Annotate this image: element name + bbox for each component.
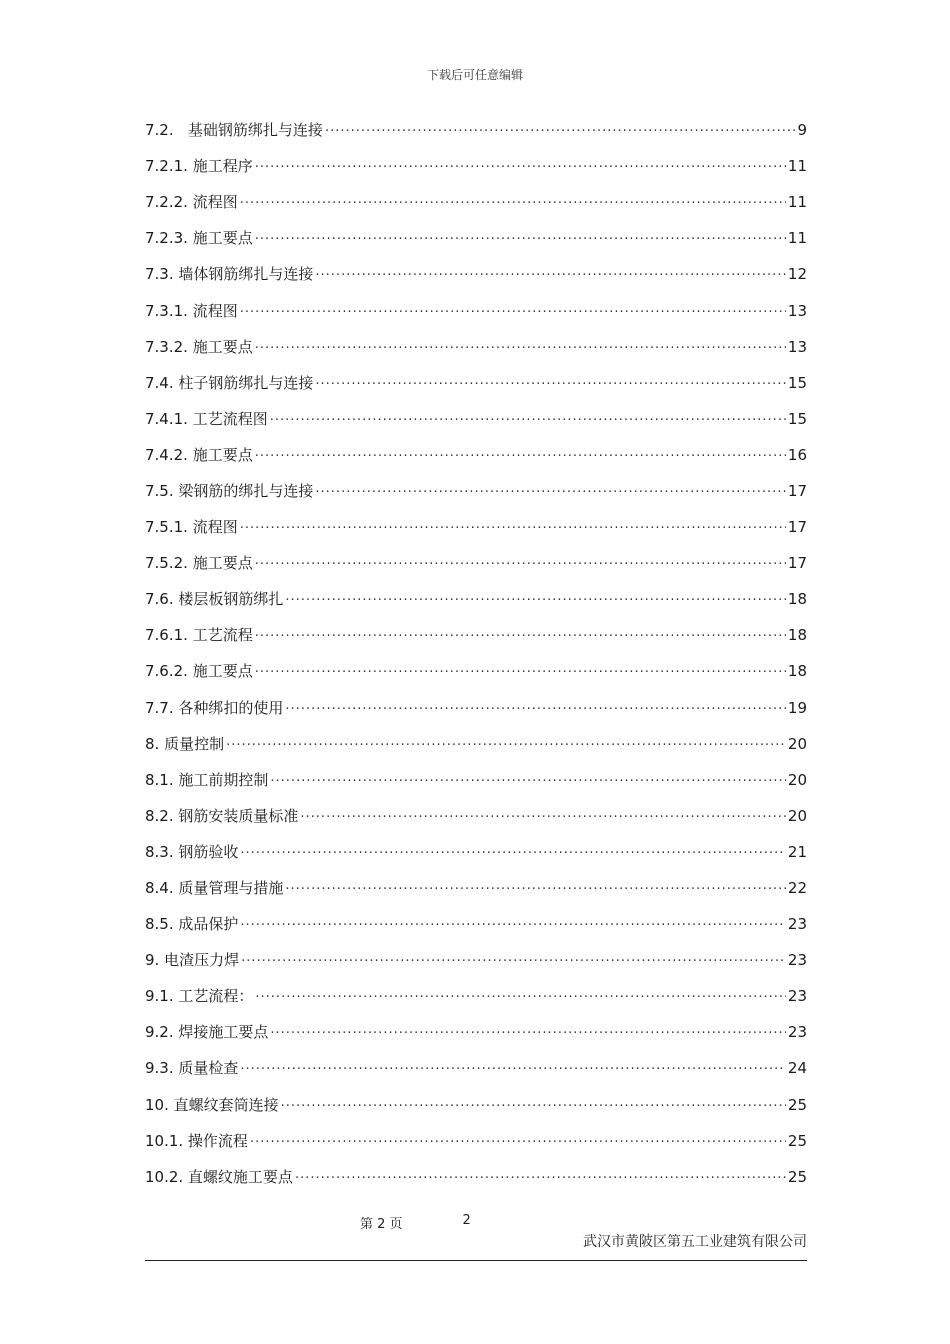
toc-entry-title: 7.5.2. 施工要点 [145, 554, 253, 573]
toc-entry-page-number: 25 [787, 1167, 807, 1186]
toc-entry-page-number: 25 [787, 1095, 807, 1114]
toc-entry-page-number: 18 [787, 590, 807, 609]
toc-entry-page-number: 12 [787, 265, 807, 284]
toc-dot-leader [240, 1058, 786, 1078]
toc-entry[interactable] [145, 437, 807, 473]
toc-entry[interactable] [145, 1123, 807, 1159]
toc-entry-page-number: 11 [787, 193, 807, 212]
toc-entry-page-number: 25 [787, 1131, 807, 1150]
toc-entry-page-number: 19 [787, 698, 807, 717]
toc-entry-page-number: 21 [787, 842, 807, 861]
toc-dot-leader [255, 986, 786, 1006]
toc-entry[interactable] [145, 726, 807, 762]
toc-dot-leader [255, 661, 786, 681]
toc-entry-page-number: 18 [787, 626, 807, 645]
toc-dot-leader [325, 120, 796, 140]
toc-dot-leader [270, 409, 786, 429]
table-of-contents [145, 112, 807, 1195]
toc-dot-leader [240, 842, 786, 862]
toc-entry-page-number: 18 [787, 662, 807, 681]
toc-entry[interactable] [145, 329, 807, 365]
toc-entry-title: 8. 质量控制 [145, 734, 225, 753]
toc-dot-leader [240, 517, 786, 537]
toc-dot-leader [285, 878, 786, 898]
toc-entry-title: 7.2. 基础钢筋绑扎与连接 [145, 121, 323, 140]
toc-entry-page-number: 15 [787, 409, 807, 428]
toc-entry[interactable] [145, 148, 807, 184]
toc-dot-leader [315, 481, 786, 501]
toc-dot-leader [285, 698, 786, 718]
toc-dot-leader [226, 734, 786, 754]
toc-dot-leader [241, 950, 786, 970]
toc-entry[interactable] [145, 653, 807, 689]
toc-entry-title: 7.4.1. 工艺流程图 [145, 409, 268, 428]
toc-dot-leader [240, 192, 786, 212]
toc-dot-leader [255, 553, 786, 573]
toc-entry-page-number: 23 [787, 1023, 807, 1042]
toc-entry-title: 9.3. 质量检查 [145, 1059, 239, 1078]
toc-entry-title: 7.6. 楼层板钢筋绑扎 [145, 590, 284, 609]
footer-page-number: 2 [462, 1213, 471, 1228]
toc-entry[interactable] [145, 292, 807, 328]
toc-dot-leader [240, 301, 786, 321]
toc-entry-title: 7.2.1. 施工程序 [145, 157, 253, 176]
toc-entry[interactable] [145, 365, 807, 401]
toc-entry-title: 8.2. 钢筋安装质量标准 [145, 806, 299, 825]
toc-dot-leader [315, 373, 786, 393]
footer-divider [145, 1260, 807, 1261]
toc-entry-page-number: 11 [787, 229, 807, 248]
toc-entry-title: 7.2.2. 流程图 [145, 193, 238, 212]
toc-entry[interactable] [145, 834, 807, 870]
toc-dot-leader [285, 589, 786, 609]
toc-entry-page-number: 24 [787, 1059, 807, 1078]
toc-dot-leader [255, 445, 786, 465]
toc-entry-page-number: 20 [787, 806, 807, 825]
toc-entry[interactable] [145, 256, 807, 292]
toc-entry-title: 9.2. 焊接施工要点 [145, 1023, 269, 1042]
toc-dot-leader [250, 1131, 786, 1151]
toc-dot-leader [270, 1022, 786, 1042]
footer-company-name: 武汉市黄陂区第五工业建筑有限公司 [583, 1234, 807, 1250]
toc-entry-title: 9.1. 工艺流程： [145, 987, 254, 1006]
toc-entry[interactable] [145, 1159, 807, 1195]
toc-dot-leader [315, 264, 786, 284]
toc-entry[interactable] [145, 1014, 807, 1050]
toc-entry-page-number: 13 [787, 301, 807, 320]
toc-entry[interactable] [145, 942, 807, 978]
toc-dot-leader [270, 770, 786, 790]
toc-entry-page-number: 17 [787, 481, 807, 500]
toc-entry-page-number: 23 [787, 951, 807, 970]
toc-entry[interactable] [145, 978, 807, 1014]
toc-entry-title: 8.1. 施工前期控制 [145, 770, 269, 789]
toc-entry[interactable] [145, 870, 807, 906]
toc-dot-leader [295, 1167, 786, 1187]
toc-entry[interactable] [145, 401, 807, 437]
toc-entry-title: 10. 直螺纹套筒连接 [145, 1095, 279, 1114]
toc-entry-title: 7.2.3. 施工要点 [145, 229, 253, 248]
page-header: 下载后可任意编辑 [426, 68, 523, 82]
toc-dot-leader [281, 1095, 786, 1115]
toc-entry[interactable] [145, 617, 807, 653]
toc-entry-page-number: 20 [787, 770, 807, 789]
toc-entry-page-number: 22 [787, 879, 807, 898]
toc-entry-title: 10.1. 操作流程 [145, 1131, 248, 1150]
toc-entry-page-number: 20 [787, 734, 807, 753]
toc-entry-title: 7.4.2. 施工要点 [145, 445, 253, 464]
toc-entry-page-number: 23 [787, 987, 807, 1006]
toc-entry[interactable] [145, 220, 807, 256]
toc-entry[interactable] [145, 906, 807, 942]
toc-entry[interactable] [145, 1087, 807, 1123]
toc-entry[interactable] [145, 545, 807, 581]
toc-entry-page-number: 11 [787, 157, 807, 176]
toc-entry[interactable] [145, 112, 807, 148]
toc-dot-leader [300, 806, 786, 826]
toc-entry-page-number: 17 [787, 554, 807, 573]
toc-entry-title: 7.4. 柱子钢筋绑扎与连接 [145, 373, 314, 392]
toc-entry[interactable] [145, 762, 807, 798]
toc-entry-title: 7.3.2. 施工要点 [145, 337, 253, 356]
footer-page-label: 第 2 页 [360, 1217, 403, 1232]
toc-entry[interactable] [145, 798, 807, 834]
toc-entry-page-number: 23 [787, 915, 807, 934]
toc-entry[interactable] [145, 1050, 807, 1086]
toc-entry[interactable] [145, 184, 807, 220]
toc-entry-title: 10.2. 直螺纹施工要点 [145, 1167, 293, 1186]
toc-entry-page-number: 16 [787, 445, 807, 464]
toc-entry-title: 8.3. 钢筋验收 [145, 842, 239, 861]
toc-entry[interactable] [145, 509, 807, 545]
toc-entry[interactable] [145, 690, 807, 726]
toc-entry-page-number: 13 [787, 337, 807, 356]
toc-entry-title: 7.5.1. 流程图 [145, 518, 238, 537]
toc-dot-leader [240, 914, 786, 934]
toc-entry-title: 8.5. 成品保护 [145, 915, 239, 934]
toc-entry[interactable] [145, 473, 807, 509]
toc-dot-leader [255, 228, 786, 248]
toc-entry-title: 7.6.1. 工艺流程 [145, 626, 253, 645]
toc-dot-leader [255, 337, 786, 357]
toc-entry[interactable] [145, 581, 807, 617]
toc-entry-title: 7.6.2. 施工要点 [145, 662, 253, 681]
toc-entry-title: 7.3.1. 流程图 [145, 301, 238, 320]
toc-dot-leader [255, 156, 786, 176]
toc-entry-page-number: 9 [797, 121, 807, 140]
toc-entry-title: 7.3. 墙体钢筋绑扎与连接 [145, 265, 314, 284]
toc-dot-leader [255, 625, 786, 645]
toc-entry-title: 9. 电渣压力焊 [145, 951, 240, 970]
toc-entry-page-number: 15 [787, 373, 807, 392]
toc-entry-title: 8.4. 质量管理与措施 [145, 879, 284, 898]
footer-page-info [360, 1213, 471, 1232]
toc-entry-title: 7.5. 梁钢筋的绑扎与连接 [145, 481, 314, 500]
toc-entry-title: 7.7. 各种绑扣的使用 [145, 698, 284, 717]
toc-entry-page-number: 17 [787, 518, 807, 537]
